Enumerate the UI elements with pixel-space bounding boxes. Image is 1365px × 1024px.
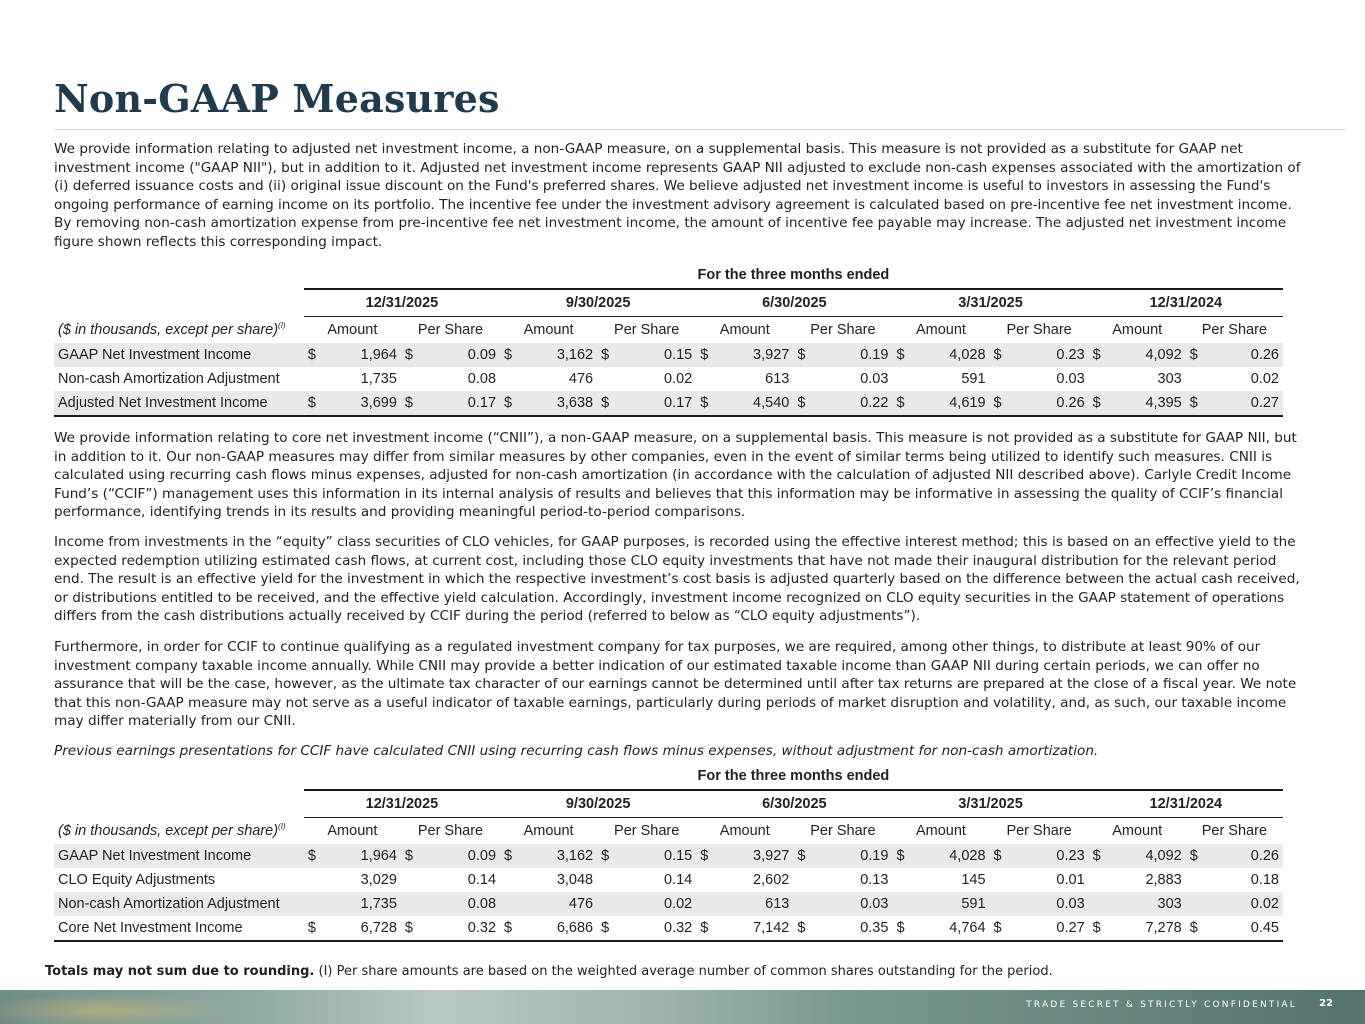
amount-cell: 4,092 (1107, 343, 1186, 367)
amount-cell: 1,964 (322, 844, 401, 868)
row-label: Non-cash Amortization Adjustment (58, 371, 280, 387)
amount-col-header: Amount (915, 322, 966, 338)
dollar-sign (990, 892, 1008, 916)
table-row (54, 367, 1283, 391)
furthermore-paragraph: Furthermore, in order for CCIF to continue qualifying as a regulated investment company for tax purposes, we are required, among other things, to distribute at least 90% of our investment company taxable income annually. While CNII may provide a better indication of our estimated taxable income than GAAP NII during certain periods, we can offer no assurance that will be the case, however, as the ultimate tax character of our earnings cannot be determined until after tax returns are prepared at the close of a fiscal year. We note that this non-GAAP measure may not serve as a useful indicator of taxable earnings, particularly during periods of market disruption and volatility, and, as such, our taxable income may differ materially from our CNII. (54, 639, 1297, 730)
period-header: 12/31/2025 (304, 790, 500, 818)
adjusted-nii-table (54, 262, 1283, 417)
footnote-text: (I) Per share amounts are based on the weighted average number of common shares outstanding for the period. (314, 964, 1053, 979)
per-share-col-header: Per Share (614, 823, 680, 839)
amount-cell: 1,735 (360, 371, 397, 387)
per-share-cell: 0.14 (467, 872, 497, 888)
per-share-cell: 0.03 (812, 892, 893, 916)
per-share-cell: 0.19 (812, 343, 893, 367)
dollar-sign: $ (1089, 844, 1107, 868)
per-share-cell: 0.27 (1008, 916, 1089, 941)
dollar-sign: $ (990, 916, 1008, 941)
amount-cell: 591 (961, 371, 986, 387)
amount-cell: 3,638 (518, 391, 597, 416)
per-share-cell: 0.14 (664, 872, 693, 888)
per-share-col-header: Per Share (1006, 322, 1072, 338)
dollar-sign (597, 868, 615, 892)
per-share-col-header: Per Share (614, 322, 680, 338)
dollar-sign: $ (597, 844, 615, 868)
dollar-sign: $ (1089, 391, 1107, 416)
dollar-sign (304, 367, 322, 391)
dollar-sign: $ (597, 343, 615, 367)
per-share-cell: 0.01 (1056, 872, 1085, 888)
per-share-col-header: Per Share (1201, 823, 1268, 839)
dollar-sign (1089, 367, 1107, 391)
amount-cell: 613 (765, 371, 790, 387)
dollar-sign: $ (1089, 343, 1107, 367)
per-share-cell: 0.23 (1008, 343, 1089, 367)
period-header: 9/30/2025 (500, 790, 696, 818)
page-number: 22 (1319, 998, 1333, 1009)
amount-col-header: Amount (327, 322, 378, 338)
dollar-sign (597, 367, 615, 391)
per-share-cell: 0.17 (419, 391, 500, 416)
dollar-sign (892, 868, 910, 892)
dollar-sign (1186, 868, 1204, 892)
per-share-cell: 0.03 (1056, 371, 1085, 387)
amount-cell: 3,927 (714, 844, 793, 868)
units-header (54, 818, 304, 845)
row-label: Adjusted Net Investment Income (54, 391, 304, 416)
dollar-sign: $ (990, 391, 1008, 416)
dollar-sign: $ (304, 343, 322, 367)
dollar-sign (500, 868, 518, 892)
dollar-sign (1089, 892, 1107, 916)
period-header: 9/30/2025 (500, 289, 696, 317)
per-share-cell: 0.02 (1250, 371, 1279, 387)
amount-cell: 303 (1107, 892, 1186, 916)
dollar-sign (892, 892, 910, 916)
units-label: ($ in thousands, except per share) (58, 823, 279, 840)
dollar-sign (793, 892, 811, 916)
per-share-cell: 0.26 (1204, 343, 1283, 367)
amount-cell: 1,735 (322, 892, 401, 916)
period-header: 3/31/2025 (892, 289, 1088, 317)
dollar-sign (401, 868, 419, 892)
per-share-col-header: Per Share (417, 322, 484, 338)
table-super-header: For the three months ended (697, 768, 890, 784)
dollar-sign (1089, 868, 1107, 892)
amount-cell: 2,883 (1145, 872, 1182, 888)
per-share-col-header: Per Share (417, 823, 484, 839)
per-share-cell: 0.19 (812, 844, 893, 868)
row-label: Core Net Investment Income (54, 916, 304, 941)
dollar-sign: $ (597, 916, 615, 941)
per-share-cell: 0.02 (615, 892, 696, 916)
dollar-sign: $ (892, 916, 910, 941)
amount-cell: 4,028 (911, 343, 990, 367)
per-share-cell: 0.15 (615, 844, 696, 868)
period-header: 12/31/2024 (1089, 790, 1283, 818)
title-divider (54, 129, 1346, 130)
dollar-sign: $ (696, 844, 714, 868)
dollar-sign (696, 868, 714, 892)
amount-col-header: Amount (523, 322, 574, 338)
dollar-sign: $ (500, 916, 518, 941)
per-share-col-header: Per Share (1006, 823, 1072, 839)
period-header: 3/31/2025 (892, 790, 1088, 818)
dollar-sign (696, 892, 714, 916)
dollar-sign: $ (1089, 916, 1107, 941)
table-super-header: For the three months ended (697, 267, 890, 283)
period-header: 12/31/2024 (1089, 289, 1283, 317)
dollar-sign: $ (500, 391, 518, 416)
per-share-cell: 0.26 (1204, 844, 1283, 868)
intro-paragraph: We provide information relating to adjusted net investment income, a non-GAAP measure, on a supplemental basis. This measure is not provided as a substitute for GAAP net investment income ("GAAP NII"), but in addition to it. Adjusted net investment income represents GAAP NII adjusted to exclude non-cash expenses associated with the amortization of (i) deferred issuance costs and (ii) original issue discount on the Fund's preferred shares. We believe adjusted net investment income is useful to investors in assessing the Fund's ongoing performance of earning income on its portfolio. The incentive fee under the investment advisory agreement is calculated based on pre-incentive fee net investment income. By removing non-cash amortization expense from pre-incentive fee net investment income, the amount of incentive fee payable may increase. The adjusted net investment income figure shown reflects this corresponding impact. (54, 141, 1301, 250)
amount-cell: 476 (518, 892, 597, 916)
amount-cell: 4,540 (714, 391, 793, 416)
dollar-sign (401, 892, 419, 916)
dollar-sign: $ (304, 916, 322, 941)
dollar-sign: $ (500, 844, 518, 868)
amount-cell: 591 (911, 892, 990, 916)
dollar-sign: $ (401, 844, 419, 868)
dollar-sign (892, 367, 910, 391)
amount-cell: 7,142 (714, 916, 793, 941)
dollar-sign: $ (990, 343, 1008, 367)
amount-col-header: Amount (1112, 823, 1163, 839)
dollar-sign (1186, 892, 1204, 916)
per-share-cell: 0.02 (664, 371, 693, 387)
dollar-sign: $ (304, 391, 322, 416)
dollar-sign: $ (1186, 391, 1204, 416)
dollar-sign: $ (401, 916, 419, 941)
dollar-sign (793, 367, 811, 391)
dollar-sign: $ (793, 343, 811, 367)
dollar-sign: $ (304, 844, 322, 868)
amount-cell: 7,278 (1107, 916, 1186, 941)
dollar-sign: $ (696, 343, 714, 367)
period-header: 6/30/2025 (696, 790, 892, 818)
page-title: Non-GAAP Measures (54, 76, 500, 121)
per-share-cell: 0.08 (419, 892, 500, 916)
amount-col-header: Amount (1112, 322, 1163, 338)
dollar-sign: $ (892, 343, 910, 367)
dollar-sign: $ (500, 343, 518, 367)
amount-cell: 1,964 (322, 343, 401, 367)
per-share-cell: 0.23 (1008, 844, 1089, 868)
dollar-sign: $ (401, 343, 419, 367)
per-share-cell: 0.18 (1250, 872, 1279, 888)
amount-cell: 3,048 (556, 872, 594, 888)
dollar-sign (304, 868, 322, 892)
cnii-paragraph: We provide information relating to core net investment income (“CNII”), a non-GAAP measure, on a supplemental basis. This measure is not provided as a substitute for GAAP NII, but in addition to it. Our non-GAAP measures may differ from similar measures by other companies, even in the event of similar terms being utilized to identify such measures. CNII is calculated using recurring cash flows minus expenses, adjusted for non-cash amortization (in accordance with the calculation of adjusted NII described above). Carlyle Credit Income Fund’s (“CCIF”) management uses this information in its internal analysis of results and believes that this information may be informative in assessing the quality of CCIF’s financial performance, identifying trends in its results and providing meaningful period-to-period comparisons. (54, 430, 1297, 521)
per-share-cell: 0.27 (1204, 391, 1283, 416)
amount-cell: 6,686 (518, 916, 597, 941)
per-share-col-header: Per Share (810, 823, 876, 839)
amount-cell: 3,699 (322, 391, 401, 416)
per-share-cell: 0.26 (1008, 391, 1089, 416)
per-share-cell: 0.13 (860, 872, 889, 888)
table-row (54, 868, 1283, 892)
table-row (54, 391, 1283, 416)
dollar-sign: $ (793, 844, 811, 868)
dollar-sign: $ (892, 844, 910, 868)
core-nii-table (54, 763, 1283, 942)
row-label: CLO Equity Adjustments (58, 872, 216, 888)
per-share-cell: 0.22 (812, 391, 893, 416)
units-header (54, 317, 304, 344)
amount-cell: 3,029 (360, 872, 397, 888)
per-share-cell: 0.03 (1008, 892, 1089, 916)
amount-cell: 4,619 (911, 391, 990, 416)
amount-cell: 613 (714, 892, 793, 916)
amount-col-header: Amount (327, 823, 378, 839)
period-header: 12/31/2025 (304, 289, 500, 317)
dollar-sign: $ (1186, 844, 1204, 868)
table-row (54, 916, 1283, 941)
period-header: 6/30/2025 (696, 289, 892, 317)
dollar-sign: $ (696, 391, 714, 416)
amount-col-header: Amount (719, 322, 770, 338)
previous-presentations-note: Previous earnings presentations for CCIF have calculated CNII using recurring cash flows minus expenses, without adjustment for non-cash amortization. (54, 743, 1099, 759)
per-share-cell: 0.02 (1204, 892, 1283, 916)
amount-cell: 303 (1157, 371, 1182, 387)
amount-cell: 4,028 (911, 844, 990, 868)
per-share-cell: 0.15 (615, 343, 696, 367)
dollar-sign: $ (401, 391, 419, 416)
per-share-cell: 0.32 (419, 916, 500, 941)
dollar-sign (401, 367, 419, 391)
amount-cell: 4,764 (911, 916, 990, 941)
amount-col-header: Amount (915, 823, 966, 839)
per-share-cell: 0.09 (419, 844, 500, 868)
dollar-sign: $ (793, 391, 811, 416)
row-label: GAAP Net Investment Income (54, 343, 304, 367)
dollar-sign (304, 892, 322, 916)
units-footnote-mark: (I) (278, 321, 286, 331)
dollar-sign (990, 367, 1008, 391)
amount-cell: 145 (961, 872, 986, 888)
amount-cell: 2,602 (753, 872, 790, 888)
dollar-sign (793, 868, 811, 892)
footnote-bold: Totals may not sum due to rounding. (45, 964, 315, 979)
dollar-sign: $ (696, 916, 714, 941)
amount-cell: 4,092 (1107, 844, 1186, 868)
dollar-sign (696, 367, 714, 391)
units-label: ($ in thousands, except per share) (58, 322, 279, 339)
amount-cell: 3,162 (518, 844, 597, 868)
amount-col-header: Amount (523, 823, 574, 839)
confidentiality-label: TRADE SECRET & STRICTLY CONFIDENTIAL (1026, 1000, 1297, 1010)
amount-cell: 476 (568, 371, 594, 387)
amount-cell: 3,927 (714, 343, 793, 367)
dollar-sign (597, 892, 615, 916)
row-label: Non-cash Amortization Adjustment (54, 892, 304, 916)
amount-cell: 4,395 (1107, 391, 1186, 416)
per-share-cell: 0.08 (467, 371, 497, 387)
dollar-sign: $ (1186, 343, 1204, 367)
per-share-cell: 0.45 (1204, 916, 1283, 941)
per-share-cell: 0.32 (615, 916, 696, 941)
dollar-sign: $ (1186, 916, 1204, 941)
dollar-sign: $ (793, 916, 811, 941)
amount-cell: 3,162 (518, 343, 597, 367)
dollar-sign (500, 892, 518, 916)
footnote (45, 964, 1053, 979)
per-share-col-header: Per Share (810, 322, 876, 338)
per-share-cell: 0.35 (812, 916, 893, 941)
dollar-sign (990, 868, 1008, 892)
table-row (54, 844, 1283, 868)
per-share-col-header: Per Share (1201, 322, 1268, 338)
amount-col-header: Amount (719, 823, 770, 839)
table-row (54, 343, 1283, 367)
dollar-sign: $ (990, 844, 1008, 868)
dollar-sign: $ (597, 391, 615, 416)
income-paragraph: Income from investments in the “equity” class securities of CLO vehicles, for GAAP purposes, is recorded using the effective interest method; this is based on an effective yield to the expected redemption utilizing estimated cash flows, at current cost, including those CLO equity investments that have not made their inaugural distribution for the relevant period end. The result is an effective yield for the investment in which the respective investment’s cost basis is adjusted quarterly based on the difference between the actual cash received, or distributions entitled to be received, and the effective yield calculation. Accordingly, investment income recognized on CLO equity securities in the GAAP statement of operations differs from the cash distributions actually received by CCIF during the period (referred to below as “CLO equity adjustments”). (54, 534, 1300, 625)
dollar-sign: $ (892, 391, 910, 416)
per-share-cell: 0.03 (860, 371, 889, 387)
dollar-sign (1186, 367, 1204, 391)
table-row (54, 892, 1283, 916)
units-footnote-mark: (I) (278, 822, 286, 832)
per-share-cell: 0.09 (419, 343, 500, 367)
dollar-sign (500, 367, 518, 391)
amount-cell: 6,728 (322, 916, 401, 941)
per-share-cell: 0.17 (615, 391, 696, 416)
row-label: GAAP Net Investment Income (54, 844, 304, 868)
